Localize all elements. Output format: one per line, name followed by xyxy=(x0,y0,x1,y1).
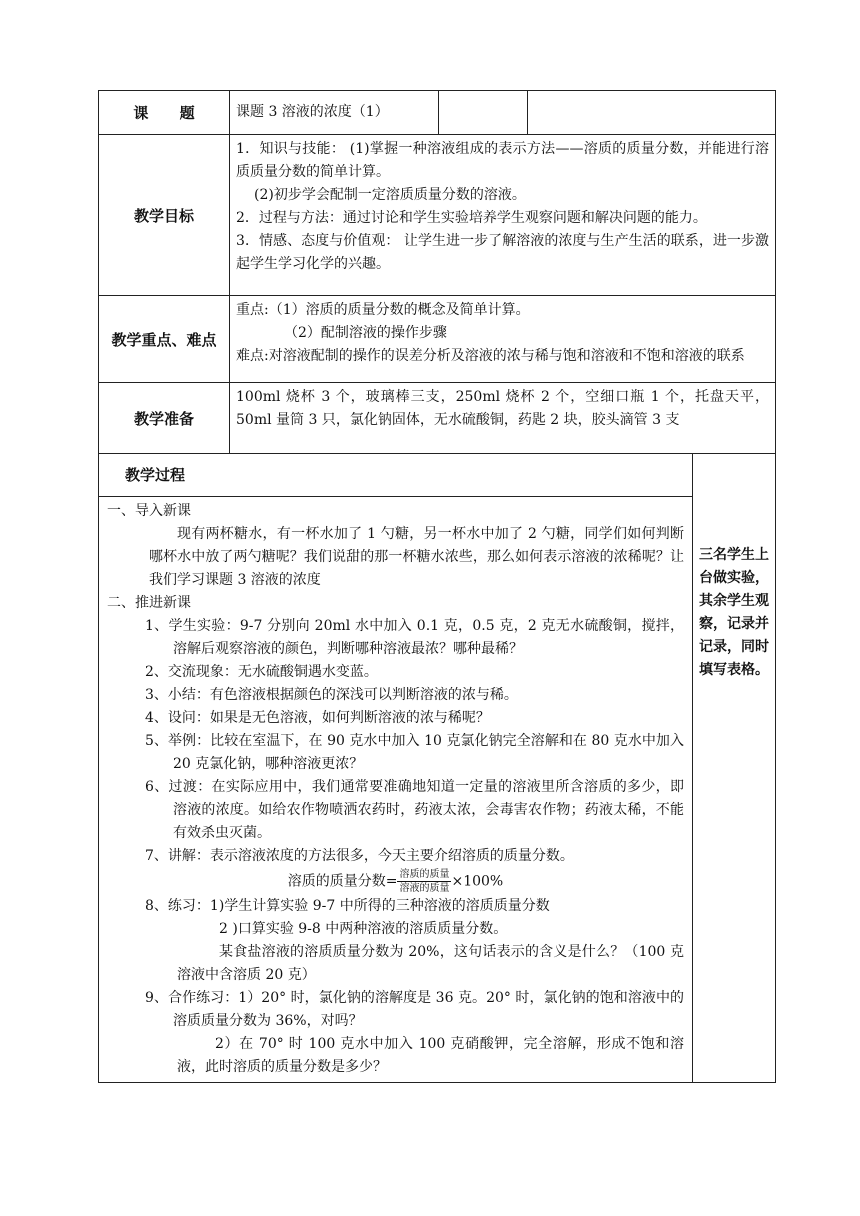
step-3: 3、小结：有色溶液根据颜色的深浅可以判断溶液的浓与稀。 xyxy=(145,687,518,703)
formula-lhs: 溶质的质量分数= xyxy=(287,873,398,890)
prep-content xyxy=(230,383,776,454)
key-point-2: （2）配制溶液的操作步骤 xyxy=(284,325,447,341)
goals-line-3: 2．过程与方法：通过讨论和学生实验培养学生观察问题和解决问题的能力。 xyxy=(236,210,707,226)
step-8a: 8、练习：1)学生计算实验 9-7 中所得的三种溶液的溶质质量分数 xyxy=(145,898,550,914)
difficulty: 难点:对溶液配制的操作的误差分析及溶液的浓与稀与饱和溶液和不饱和溶液的联系 xyxy=(236,348,745,364)
step-9b: 2）在 70° 时 100 克水中加入 100 克硝酸钾，完全溶解，形成不饱和溶液，此时溶质的质量分数是多少？ xyxy=(177,1036,684,1075)
step-5: 5、举例：比较在室温下，在 90 克水中加入 10 克氯化钠完全溶解和在 80 克水中加入 20 克氯化钠，哪种溶液更浓？ xyxy=(145,733,684,772)
step-2: 2、交流现象：无水硫酸铜遇水变蓝。 xyxy=(145,664,378,680)
step-9a: 9、合作练习：1）20° 时，氯化钠的溶解度是 36 克。20° 时，氯化钠的饱和溶液中的溶质质量分数为 36%，对吗？ xyxy=(145,990,684,1029)
goals-line-4: 3．情感、态度与价值观： 让学生进一步了解溶液的浓度与生产生活的联系，进一步激起学生学习化学的兴趣。 xyxy=(236,233,769,272)
step-1: 1、学生实验：9-7 分别向 20ml 水中加入 0.1 克，0.5 克，2 克无水硫酸铜，搅拌，溶解后观察溶液的颜色，判断哪种溶液最浓？哪种最稀？ xyxy=(145,618,684,657)
step-8b: 2 )口算实验 9-8 中两种溶液的溶质质量分数。 xyxy=(219,921,508,937)
section-1-text: 现有两杯糖水，有一杯水加了 1 勺糖，另一杯水中加了 2 勺糖，同学们如何判断哪杯水中放了两勺糖呢？我们说甜的那一杯糖水浓些，那么如何表示溶液的浓稀呢？让我们学习课题 3 溶液的浓度 xyxy=(149,526,684,588)
prep-label: 教学准备 xyxy=(99,383,230,454)
goals-line-2: (2)初步学会配制一定溶质质量分数的溶液。 xyxy=(254,187,526,203)
section-1-title: 一、导入新课 xyxy=(107,503,191,519)
goals-content xyxy=(230,135,776,296)
step-7: 7、讲解：表示溶液浓度的方法很多，今天主要介绍溶质的质量分数。 xyxy=(145,848,574,864)
formula-fraction xyxy=(397,868,451,895)
topic-row xyxy=(99,91,776,135)
process-header-row xyxy=(99,454,776,497)
process-label: 教学过程 xyxy=(99,454,693,497)
key-points-content xyxy=(230,296,776,383)
process-content xyxy=(99,497,693,1083)
key-point-1: 重点:（1）溶质的质量分数的概念及简单计算。 xyxy=(236,302,530,318)
section-2-title: 二、推进新课 xyxy=(107,595,191,611)
goals-row xyxy=(99,135,776,296)
process-side-note: 三名学生上台做实验，其余学生观察，记录并记录，同时填写表格。 xyxy=(693,454,776,1083)
step-8c: 某食盐溶液的溶质质量分数为 20%，这句话表示的含义是什么？（100 克溶液中含溶质 20 克） xyxy=(177,944,684,983)
prep-text: 100ml 烧杯 3 个，玻璃棒三支，250ml 烧杯 2 个，空细口瓶 1 个，托盘天平， 50ml 量筒 3 只，氯化钠固体，无水硫酸铜，药匙 2 块，胶头滴管 3 支 xyxy=(236,389,769,428)
step-4: 4、设问：如果是无色溶液，如何判断溶液的浓与稀呢？ xyxy=(145,710,490,726)
goals-line-1: 1．知识与技能： (1)掌握一种溶液组成的表示方法——溶质的质量分数，并能进行溶质质量分数的简单计算。 xyxy=(236,141,769,180)
step-6: 6、过渡：在实际应用中，我们通常要准确地知道一定量的溶液里所含溶质的多少，即溶液的浓度。如给农作物喷洒农药时，药液太浓，会毒害农作物；药液太稀，不能有效杀虫灭菌。 xyxy=(145,779,684,841)
goals-label: 教学目标 xyxy=(99,135,230,296)
topic-empty-cell-1 xyxy=(439,91,528,135)
process-content-row xyxy=(99,497,776,1083)
formula-denominator: 溶液的质量 xyxy=(399,883,450,894)
mass-fraction-formula xyxy=(107,868,684,895)
topic-empty-cell-2 xyxy=(528,91,776,135)
prep-row xyxy=(99,383,776,454)
formula-rhs: ×100% xyxy=(451,873,504,890)
topic-label: 课 题 xyxy=(99,91,230,135)
topic-value: 课题 3 溶液的浓度（1） xyxy=(230,91,439,135)
formula-numerator: 溶质的质量 xyxy=(399,869,450,880)
key-points-label: 教学重点、难点 xyxy=(99,296,230,383)
key-points-row xyxy=(99,296,776,383)
lesson-plan-table xyxy=(98,90,776,1083)
